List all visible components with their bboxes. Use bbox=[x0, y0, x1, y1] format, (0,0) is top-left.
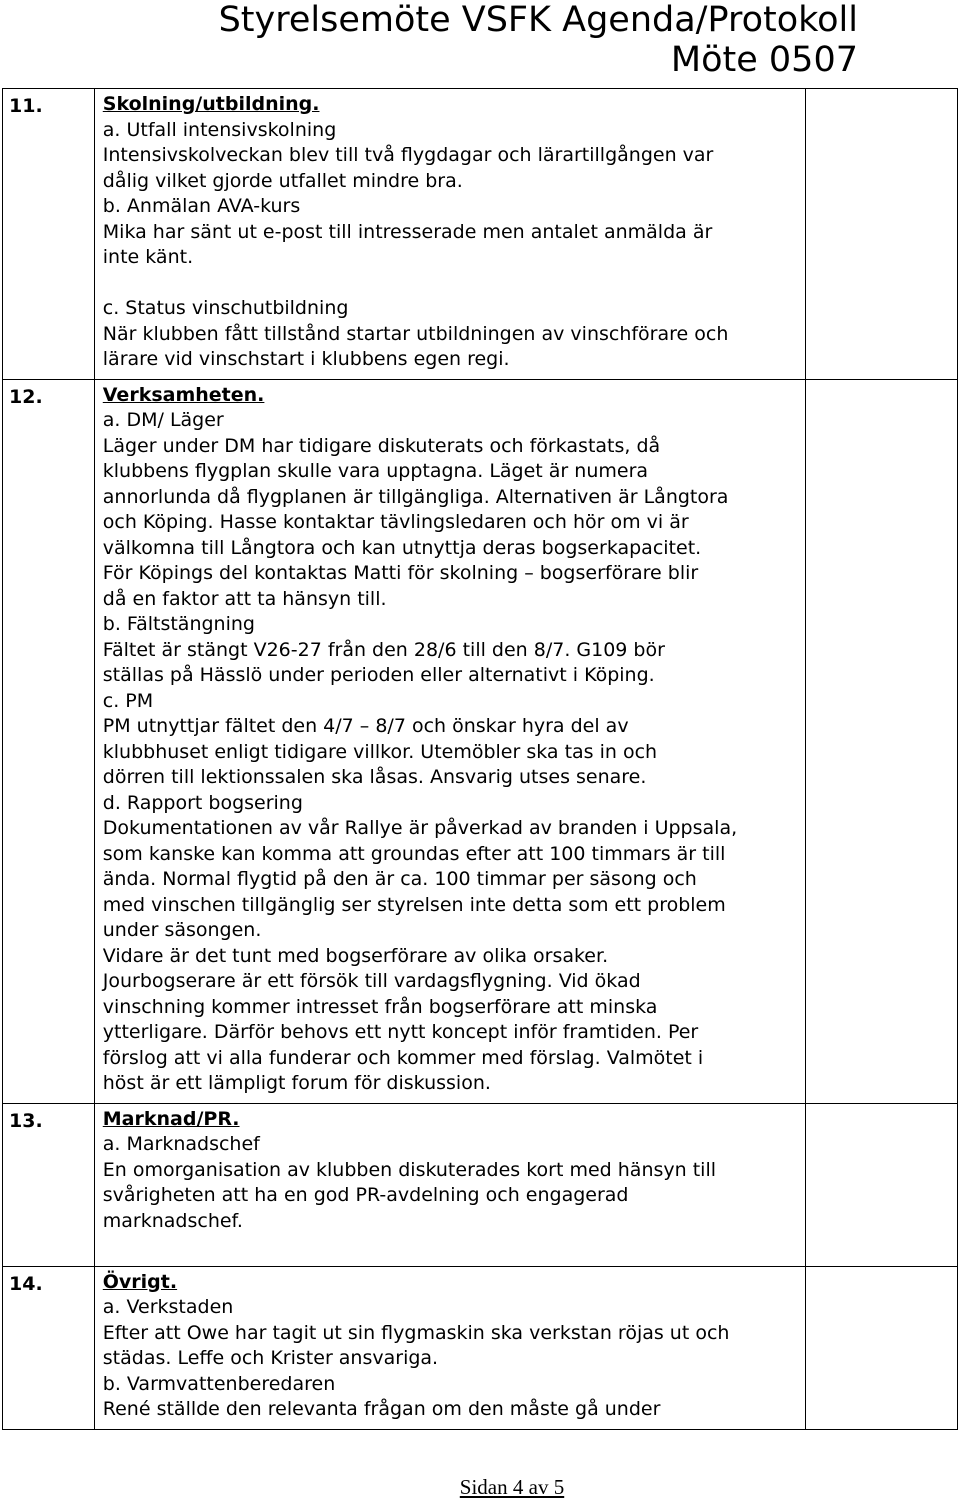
agenda-responsible-cell bbox=[805, 1103, 957, 1266]
agenda-row bbox=[3, 89, 958, 380]
agenda-text-line: b. Varmvattenberedaren bbox=[102, 1372, 336, 1395]
agenda-responsible-cell bbox=[805, 379, 957, 1103]
agenda-text-line: välkomna till Långtora och kan utnyttja deras bogserkapacitet. bbox=[102, 536, 702, 559]
agenda-heading: Skolning/utbildning. bbox=[102, 93, 320, 115]
agenda-text-line: ända. Normal flygtid på den är ca. 100 timmar per säsong och bbox=[102, 868, 697, 890]
agenda-responsible-cell bbox=[805, 1266, 957, 1429]
agenda-text-line: a. Utfall intensivskolning bbox=[102, 118, 337, 141]
agenda-text-line: klubbens flygplan skulle vara upptagna. Läget är numera bbox=[102, 460, 649, 482]
agenda-text-line: b. Anmälan AVA-kurs bbox=[102, 195, 301, 217]
agenda-text-line: ställas på Hässlö under perioden eller alternativt i Köping. bbox=[102, 664, 655, 686]
document-title: Styrelsemöte VSFK Agenda/Protokoll bbox=[218, 0, 858, 40]
agenda-text-line: förslog att vi alla funderar och kommer med förslag. Valmötet i bbox=[102, 1046, 704, 1069]
agenda-text-line: inte känt. bbox=[102, 246, 194, 268]
agenda-number-cell bbox=[3, 379, 95, 1103]
agenda-text-line: under säsongen. bbox=[102, 919, 262, 941]
agenda-text-line: b. Fältstängning bbox=[102, 613, 255, 635]
agenda-text-line: Efter att Owe har tagit ut sin flygmaskin ska verkstan röjas ut och bbox=[102, 1321, 730, 1344]
agenda-text-line: städas. Leffe och Krister ansvariga. bbox=[102, 1347, 439, 1369]
agenda-text-line: När klubben fått tillstånd startar utbildningen av vinschförare och bbox=[102, 322, 729, 345]
agenda-text-line bbox=[103, 1234, 801, 1260]
agenda-text-line: c. PM bbox=[102, 689, 154, 712]
agenda-table bbox=[2, 88, 958, 1430]
agenda-text-line: ytterligare. Därför behovs ett nytt koncept inför framtiden. Per bbox=[102, 1021, 699, 1043]
agenda-text-line: dålig vilket gjorde utfallet mindre bra. bbox=[102, 169, 463, 192]
agenda-number: 14. bbox=[9, 1272, 43, 1295]
agenda-text-line: då en faktor att ta hänsyn till. bbox=[102, 587, 387, 610]
agenda-text-line: En omorganisation av klubben diskuterades kort med hänsyn till bbox=[102, 1158, 716, 1181]
meeting-number: Möte 0507 bbox=[670, 40, 858, 80]
agenda-text-line: Dokumentationen av vår Rallye är påverkad av branden i Uppsala, bbox=[102, 817, 738, 839]
agenda-text-line: PM utnyttjar fältet den 4/7 – 8/7 och önskar hyra del av bbox=[102, 715, 629, 737]
agenda-number-cell bbox=[3, 1266, 95, 1429]
agenda-row bbox=[3, 1266, 958, 1429]
page-number: Sidan 4 av 5 bbox=[459, 1475, 565, 1499]
agenda-text-line: René ställde den relevanta frågan om den måste gå under bbox=[102, 1398, 661, 1420]
agenda-text-line: Vidare är det tunt med bogserförare av olika orsaker. bbox=[102, 944, 609, 967]
agenda-content-cell bbox=[94, 89, 805, 380]
agenda-text-line: lärare vid vinschstart i klubbens egen regi. bbox=[102, 348, 510, 370]
agenda-text-line: svårigheten att ha en god PR-avdelning och engagerad bbox=[102, 1184, 629, 1206]
agenda-text-line: Fältet är stängt V26-27 från den 28/6 till den 8/7. G109 bör bbox=[102, 638, 665, 661]
agenda-text-line: annorlunda då flygplanen är tillgängliga. Alternativen är Långtora bbox=[102, 485, 729, 508]
agenda-number: 12. bbox=[9, 385, 43, 408]
agenda-text-line: Intensivskolveckan blev till två flygdagar och lärartillgången var bbox=[102, 144, 714, 166]
agenda-text-line: För Köpings del kontaktas Matti för skolning – bogserförare blir bbox=[102, 562, 699, 584]
agenda-text-line: a. Marknadschef bbox=[102, 1133, 260, 1155]
agenda-number: 11. bbox=[9, 95, 43, 117]
agenda-row bbox=[3, 379, 958, 1103]
agenda-text-line: d. Rapport bogsering bbox=[102, 791, 303, 814]
agenda-text-line: klubbhuset enligt tidigare villkor. Utemöbler ska tas in och bbox=[102, 740, 658, 763]
agenda-heading: Verksamheten. bbox=[102, 383, 265, 406]
agenda-text-line: c. Status vinschutbildning bbox=[102, 297, 349, 319]
agenda-text-line: a. DM/ Läger bbox=[102, 409, 224, 431]
agenda-heading: Övrigt. bbox=[102, 1270, 178, 1293]
agenda-text-line: dörren till lektionssalen ska låsas. Ansvarig utses senare. bbox=[102, 766, 647, 788]
agenda-number-cell bbox=[3, 1103, 95, 1266]
agenda-content-cell bbox=[94, 1103, 805, 1266]
agenda-number-cell bbox=[3, 89, 95, 380]
agenda-heading: Marknad/PR. bbox=[102, 1107, 240, 1130]
agenda-responsible-cell bbox=[805, 89, 957, 380]
agenda-number: 13. bbox=[9, 1109, 43, 1132]
document-header bbox=[138, 0, 858, 80]
agenda-text-line bbox=[103, 271, 801, 297]
agenda-text-line: Jourbogserare är ett försök till vardagsflygning. Vid ökad bbox=[102, 970, 641, 992]
agenda-text-line: Läger under DM har tidigare diskuterats och förkastats, då bbox=[102, 434, 661, 457]
agenda-content-cell bbox=[94, 379, 805, 1103]
agenda-text-line: marknadschef. bbox=[102, 1209, 243, 1232]
agenda-text-line: a. Verkstaden bbox=[102, 1296, 234, 1318]
agenda-text-line: och Köping. Hasse kontaktar tävlingsledaren och hör om vi är bbox=[102, 511, 689, 533]
agenda-text-line: vinschning kommer intresset från bogserförare att minska bbox=[102, 995, 658, 1018]
agenda-row bbox=[3, 1103, 958, 1266]
agenda-text-line: höst är ett lämpligt forum för diskussion. bbox=[102, 1072, 491, 1094]
agenda-content-cell bbox=[94, 1266, 805, 1429]
agenda-text-line: Mika har sänt ut e-post till intresserade men antalet anmälda är bbox=[102, 220, 713, 243]
agenda-text-line: som kanske kan komma att groundas efter att 100 timmars är till bbox=[102, 842, 726, 865]
agenda-text-line: med vinschen tillgänglig ser styrelsen inte detta som ett problem bbox=[102, 893, 726, 916]
